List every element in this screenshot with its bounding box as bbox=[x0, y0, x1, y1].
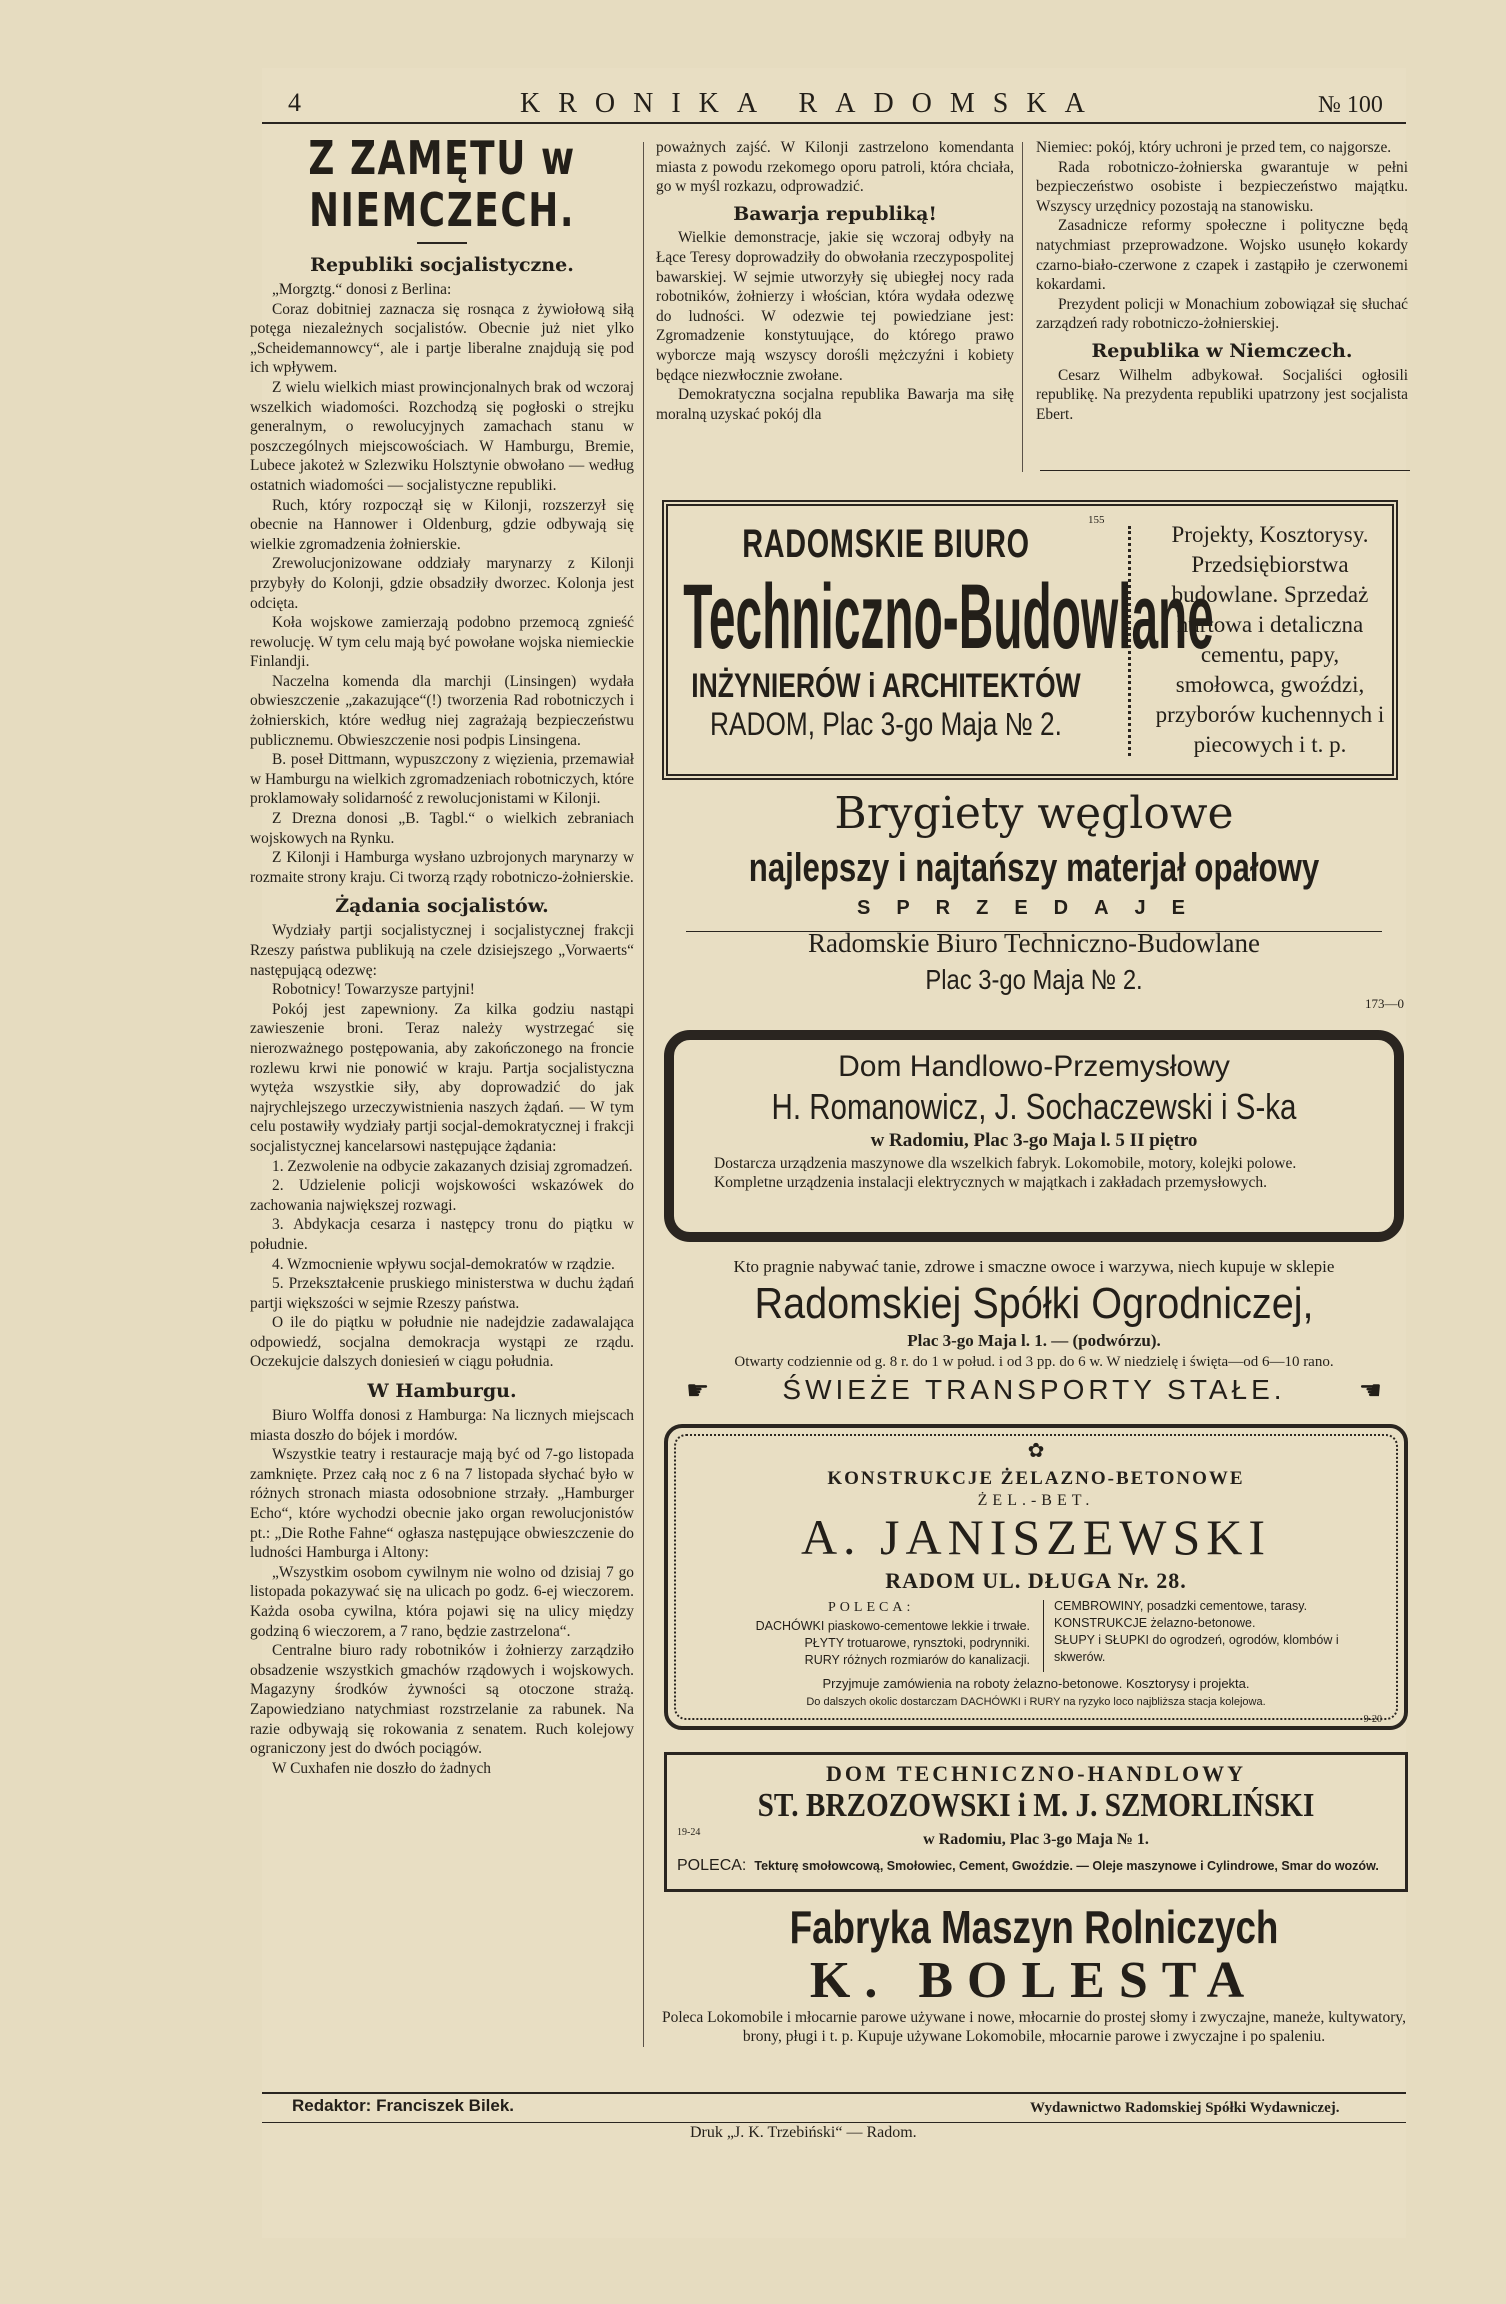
ornament-border bbox=[1128, 526, 1145, 756]
ad-orders: Przyjmuje zamówienia na roboty żelazno-betonowe. Kosztorysy i projekta. bbox=[822, 1676, 1250, 1691]
ad-heading: Brygiety węglowe bbox=[834, 788, 1234, 839]
ad-address: w Radomiu, Plac 3-go Maja l. 5 II piętro bbox=[870, 1130, 1198, 1151]
ad-hours: Otwarty codziennie od g. 8 r. do 1 w połud. i od 3 pp. do 6 w. W niedzielę i święta—od 6—10 rano. bbox=[734, 1354, 1334, 1370]
ad-romanowicz-text bbox=[694, 1048, 1374, 1228]
paragraph: Biuro Wolffa donosi z Hamburga: Na licznych miejscach miasta doszło do bójek i mordów. bbox=[250, 1407, 634, 1444]
list-item: DACHÓWKI piaskowo-cementowe lekkie i trwałe. bbox=[755, 1619, 1030, 1633]
ad-brzozowski bbox=[664, 1752, 1408, 1892]
paragraph: Demokratyczna socjalna republika Bawarja ma siłę moralną uzyskać pokój dla bbox=[656, 386, 1014, 423]
ad-brykiety bbox=[656, 786, 1412, 1022]
list-item: RURY różnych rozmiarów do kanalizacji. bbox=[804, 1653, 1030, 1667]
ad-address: w Radomiu, Plac 3-go Maja № 1. bbox=[923, 1831, 1149, 1848]
ad-right-list bbox=[1054, 1598, 1354, 1666]
ad-code: 19-24 bbox=[677, 1827, 701, 1838]
paragraph: Z wielu wielkich miast prowincjonalnych brak od wczoraj wszelkich wiadomości. Rozchodzą się pogłoski o strejku generalnym, o rewolucyjnych zamachach stanu w poszczególnych miejscowościach. W Hamburgu, Bremie, Lubece jakoteż w Szlezwiku Holsztynie obwołano — według ostatnich wiadomości — socjalistyczne republiki. bbox=[250, 378, 634, 494]
pointing-hand-icon: ☛ bbox=[686, 1376, 710, 1405]
ad-company: Radomskiej Spółki Ogrodniczej, bbox=[754, 1279, 1314, 1328]
publisher-credit: Wydawnictwo Radomskiej Spółki Wydawniczej. bbox=[1030, 2100, 1340, 2116]
ad-banner bbox=[656, 1372, 1412, 1408]
ad-heading: RADOMSKIE BIURO bbox=[742, 522, 1030, 566]
paragraph: 1. Zezwolenie na odbycie zakazanych dzisiaj zgromadzeń. bbox=[272, 1157, 633, 1175]
ad-left bbox=[676, 522, 1214, 743]
flower-icon: ✿ bbox=[1027, 1440, 1045, 1462]
ad-address: Plac 3-go Maja № 2. bbox=[925, 964, 1143, 995]
footer-rule bbox=[262, 2122, 1406, 2123]
paragraph: Pokój jest zapewniony. Za kilka godziu nastąpi zawieszenie broni. Teraz należy wystrzegać się nierozważnego postępowania, aby zakończonego na froncie rozlewu krwi nie ponowić w kraju. Partja socjalistyczna wytęża wszystkie siły, aby doprowadzić do jak najrychlejszego urzeczywistnienia naszych żądań. — W tym celu postawiły wydziały partji socjal-demokratycznej i frakcji socjalistycznej kancelarsowi następujące żądania: bbox=[250, 1000, 634, 1155]
ad-description: Tekturę smołowcową, Smołowiec, Cement, Gwoździe. — Oleje maszynowe i Cylindrowe, Smar do wozów. bbox=[754, 1859, 1379, 1873]
ad-company: A. JANISZEWSKI bbox=[800, 1509, 1272, 1565]
paragraph: Prezydent policji w Monachium zobowiązał się słuchać zarządzeń rady robotniczo-żołnierskiej. bbox=[1036, 295, 1408, 333]
section-body bbox=[250, 921, 634, 1372]
issue-number: № 100 bbox=[1318, 92, 1383, 118]
ad-address: RADOM, Plac 3-go Maja № 2. bbox=[710, 706, 1062, 742]
section-body bbox=[250, 280, 634, 887]
ad-company: ST. BRZOZOWSKI i M. J. SZMORLIŃSKI bbox=[757, 1787, 1315, 1824]
section-heading: Bawarja republiką! bbox=[733, 202, 937, 225]
pointing-hand-icon: ☚ bbox=[1358, 1376, 1382, 1405]
list-item: CEMBROWINY, posadzki cementowe, tarasy. bbox=[1054, 1599, 1308, 1613]
paragraph: B. poseł Dittmann, wypuszczony z więzienia, przemawiał w Hamburgu na wielkich zgromadzeniach robotniczych, które proklamowały solidarność z rewolucjonistami w Kilonji. bbox=[250, 751, 634, 808]
ad-banner-text: ŚWIEŻE TRANSPORTY STAŁE. bbox=[782, 1374, 1286, 1405]
ad-label: POLECA: bbox=[828, 1600, 915, 1615]
title-rule bbox=[417, 242, 467, 244]
ad-big-title: Techniczno-Budowlane bbox=[683, 566, 1214, 668]
paragraph: Ruch, który rozpoczął się w Kilonji, rozszerzył się obecnie na Hannower i Oldenburg, gdzie odbywają się wielkie zgromadzenia żołnierskie. bbox=[250, 496, 634, 553]
section-rule bbox=[1040, 470, 1410, 471]
article-column-3 bbox=[1036, 138, 1408, 468]
printer-credit: Druk „J. K. Trzebiński“ — Radom. bbox=[690, 2124, 917, 2141]
paragraph: Zrewolucjonizowane oddziały marynarzy z Kilonji przybyły do Kolonji, gdzie obsadziły dworzec. Kolonja jest odcięta. bbox=[250, 555, 634, 612]
ad-bolesta bbox=[656, 1900, 1412, 2050]
rule bbox=[686, 931, 1382, 932]
ad-offer bbox=[677, 1857, 1395, 1875]
article-column-1 bbox=[250, 132, 634, 2052]
ad-label: POLECA: bbox=[677, 1857, 747, 1874]
ad-description: Projekty, Kosztorysy. Przedsiębiorstwa budowlane. Sprzedaż hurtowa i detaliczna cementu, papy, smołowca, gwoździ, przyborów kuchennych i piecowych i t. p. bbox=[1155, 522, 1385, 757]
ad-janiszewski bbox=[664, 1424, 1408, 1730]
ad-heading: KONSTRUKCJE ŻELAZNO-BETONOWE bbox=[827, 1468, 1245, 1489]
ad-radomskie-biuro bbox=[662, 500, 1398, 780]
ad-description: Poleca Lokomobile i młocarnie parowe używane i nowe, młocarnie do prostej słomy i zwyczajne, maneże, kultywatory, brony, pługi i t. p. Kupuje używane Lokomobile, młocarnie parowe i zwyczajne i po spaleniu. bbox=[661, 2009, 1407, 2045]
paragraph: 4. Wzmocnienie wpływu socjal-demokratów w rządzie. bbox=[272, 1255, 615, 1273]
paragraph: „Morgztg.“ donosi z Berlina: bbox=[272, 281, 452, 298]
ad-heading: DOM TECHNICZNO-HANDLOWY bbox=[825, 1761, 1246, 1786]
list-item: KONSTRUKCJE żelazno-betonowe. bbox=[1054, 1616, 1256, 1630]
ad-ogrodnicza bbox=[656, 1256, 1412, 1418]
article-column-2 bbox=[656, 138, 1014, 468]
ad-subtitle: INŻYNIERÓW i ARCHITEKTÓW bbox=[691, 667, 1081, 705]
paragraph: Rada robotniczo-żołnierska gwarantuje w pełni bezpieczeństwo osobiste i bezpieczeństwo majątku. Wszyscy urzędnicy pozostają na stanowisku. bbox=[1036, 158, 1408, 215]
ad-code: 173—0 bbox=[1365, 996, 1404, 1011]
paragraph: 2. Udzielenie policji wojskowości wskazówek do zachowania największej rozwagi. bbox=[250, 1177, 634, 1214]
paragraph: „Wszystkim osobom cywilnym nie wolno od dzisiaj 7 go listopada pokazywać się na ulicach po godz. 6-ej wieczorem. Każda osoba cywilna, która pojawi się na ulicy między godziną 6 wieczorem, a 7 rano, będzie zastrzelona“. bbox=[250, 1563, 634, 1640]
section-heading: Żądania socjalistów. bbox=[335, 895, 549, 918]
paragraph: W Cuxhafen nie doszło do żadnych bbox=[272, 1759, 491, 1777]
ad-label: ŻEL.-BET. bbox=[977, 1492, 1095, 1509]
ad-slogan: najlepszy i najtańszy materjał opałowy bbox=[748, 846, 1320, 890]
editor-credit: Redaktor: Franciszek Bilek. bbox=[292, 2096, 515, 2115]
page-number: 4 bbox=[288, 88, 301, 117]
ad-description: Dostarcza urządzenia maszynowe dla wszelkich fabryk. Lokomobile, motory, kolejki polowe. Kompletne urządzenia instalacji elektrycznych w majątkach i zakładach przemysłowych. bbox=[714, 1155, 1297, 1191]
divider bbox=[1043, 1600, 1044, 1672]
paragraph: Coraz dobitniej zaznacza się rosnąca z żywiołową siłą potęga niezależnych socjalistów. Obecnie już niet ylko „Scheidemannowcy“, ale i partje liberalne znajdują się pod ich wpływem. bbox=[250, 300, 634, 377]
article-title: Z ZAMĘTU w NIEMCZECH. bbox=[308, 132, 576, 237]
ad-intro: Kto pragnie nabywać tanie, zdrowe i smaczne owoce i warzywa, niech kupuje w sklepie bbox=[733, 1257, 1335, 1276]
ad-left-list bbox=[710, 1618, 1030, 1669]
section-heading: W Hamburgu. bbox=[367, 1380, 517, 1403]
ad-code: 9-20 bbox=[1363, 1714, 1382, 1725]
paragraph: Wydziały partji socjalistycznej i socjalistycznej frakcji Rzeszy państwa publikują na czele dzisiejszego „Vorwaerts“ następującą odezwę: bbox=[250, 922, 634, 979]
column-rule bbox=[643, 142, 644, 2047]
paragraph: Z Drezna donosi „B. Tagbl.“ o wielkich zebraniach wojskowych na Rynku. bbox=[250, 810, 634, 847]
ad-address: Plac 3-go Maja l. 1. — (podwórzu). bbox=[907, 1331, 1161, 1350]
ad-label: SPRZEDAJE bbox=[856, 897, 1212, 919]
section-body bbox=[250, 1406, 634, 1778]
ad-company: K. BOLESTA bbox=[809, 1952, 1259, 2009]
paragraph: 5. Przekształcenie pruskiego ministerstwa w duchu żądań partji większości w sejmie Rzeszy państwa. bbox=[250, 1275, 634, 1312]
footer-rule bbox=[262, 2092, 1406, 2094]
ad-delivery: Do dalszych okolic dostarczam DACHÓWKI i RURY na ryzyko loco najbliższa stacja kolejowa. bbox=[806, 1696, 1266, 1708]
running-title: KRONIKA RADOMSKA bbox=[520, 88, 1103, 119]
ad-address: RADOM UL. DŁUGA Nr. 28. bbox=[885, 1568, 1187, 1593]
header-rule bbox=[262, 122, 1406, 124]
ad-heading: Fabryka Maszyn Rolniczych bbox=[789, 1901, 1279, 1953]
paragraph: Wielkie demonstracje, jakie się wczoraj odbyły na Łące Teresy doprowadziły do obwołania rzeczypospolitej bawarskiej. W sejmie utworzyły się ubiegłej nocy rada robotników, żołnierzy i włościan, która wydała odezwę do ludności. W odezwie tej powiedziane jest: Zgromadzenie konstytuujące, do którego prawo wyborcze mają wszyscy dorośli mężczyźni i kobiety będące niezwłocznie zwołane. bbox=[656, 229, 1014, 384]
section-heading: Republiki socjalistyczne. bbox=[310, 254, 574, 276]
column-rule bbox=[1022, 142, 1023, 472]
paragraph: Robotnicy! Towarzysze partyjni! bbox=[272, 981, 475, 999]
paragraph: Koła wojskowe zamierzają podobno przemocą zgnieść rewolucję. W tym celu mają być powołane wojska niemieckie Finlandji. bbox=[250, 614, 634, 671]
ad-code: 155 bbox=[1088, 514, 1105, 526]
ad-heading: Dom Handlowo-Przemysłowy bbox=[838, 1050, 1230, 1083]
paragraph: O ile do piątku w południe nie nadejdzie zadawalająca odpowiedź, socjalna demokracja wystąpi ze rządu. Oczekujcie dalszych doniesień w ciągu południa. bbox=[250, 1314, 634, 1371]
ad-company: H. Romanowicz, J. Sochaczewski i S-ka bbox=[771, 1086, 1297, 1127]
paragraph: Centralne biuro rady robotników i żołnierzy zarządziło obsadzenie wszystkich gmachów rządowych i wojskowych. Magazyny środków żywności są otoczone strażą. Zapowiedziano natychmiast rozstrzelanie za rabunek. Na razie odbywają się rokowania z senatem. Ruch kolejowy ograniczony jest do dwóch pociągów. bbox=[250, 1642, 634, 1758]
paragraph: Niemiec: pokój, który uchroni je przed tem, co najgorsze. bbox=[1036, 139, 1392, 156]
section-heading: Republika w Niemczech. bbox=[1091, 339, 1353, 362]
paragraph: Zasadnicze reformy społeczne i polityczne będą natychmiast przeprowadzone. Wojsko usunęło kokardy czarno-biało-czerwone z czapek i zastąpiło je czerwonemi kokardami. bbox=[1036, 217, 1408, 294]
paragraph: Wszystkie teatry i restauracje mają być od 7-go listopada zamknięte. Przez całą noc z 6 na 7 listopada słychać było w różnych stronach miasta odosobnione strzały. „Hamburger Echo“, które wychodzi obecnie jako organ rewolucjonistów pt.: „Die Rothe Fahne“ ogłasza następujące obwieszczenie do ludności Hamburga i Altony: bbox=[250, 1446, 634, 1562]
paragraph: Naczelna komenda dla marchji (Linsingen) wydała obwieszczenie „zakazujące“(!) tworzenia Rad robotniczych i żołnierskich, które według niej zagrażają bezpieczeństwu publicznemu. Obwieszczenie nosi podpis Linsingena. bbox=[250, 672, 634, 749]
list-item: PŁYTY trotuarowe, rynsztoki, podrynniki. bbox=[804, 1636, 1030, 1650]
list-item: SŁUPY i SŁUPKI do ogrodzeń, ogrodów, klombów i skwerów. bbox=[1054, 1633, 1339, 1664]
paragraph: 3. Abdykacja cesarza i następcy tronu do piątku w południe. bbox=[250, 1216, 634, 1253]
paragraph: Cesarz Wilhelm adbykował. Socjaliści ogłosili republikę. Na prezydenta republiki upatrzony jest socjalista Ebert. bbox=[1036, 366, 1408, 423]
paragraph: poważnych zajść. W Kilonji zastrzelono komendanta miasta z powodu rzekomego oporu patroli, która chciała, go w myśl rozkazu, odprowadzić. bbox=[656, 139, 1014, 196]
ad-company: Radomskie Biuro Techniczno-Budowlane bbox=[807, 928, 1260, 958]
paragraph: Z Kilonji i Hamburga wysłano uzbrojonych marynarzy w rozmaite strony kraju. Ci tworzą rządy robotniczo-żołnierskie. bbox=[250, 849, 634, 886]
